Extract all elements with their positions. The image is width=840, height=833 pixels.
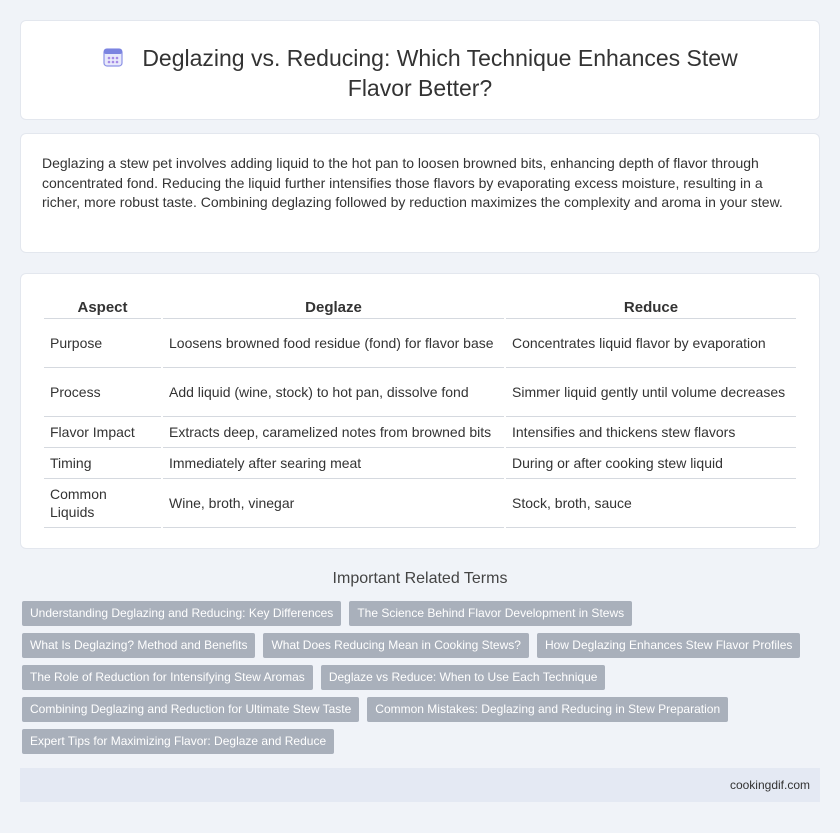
cell-aspect: Process xyxy=(44,368,161,417)
cell-reduce: Stock, broth, sauce xyxy=(506,479,796,528)
related-tag[interactable]: What Is Deglazing? Method and Benefits xyxy=(22,633,255,658)
header-card xyxy=(20,20,820,120)
intro-card xyxy=(20,133,820,253)
intro-text: Deglazing a stew pet involves adding liquid to the hot pan to loosen browned bits, enhancing depth of flavor through concentrated fond. Reducing the liquid further intensifies those flavors by evaporating excess moisture, resulting in a richer, more robust taste. Combining deglazing followed by reduction maximizes the complexity and aroma in your stew. xyxy=(42,155,783,210)
cell-aspect: Common Liquids xyxy=(44,479,161,528)
footer xyxy=(20,768,820,802)
header-aspect: Aspect xyxy=(44,293,161,319)
cell-reduce: During or after cooking stew liquid xyxy=(506,448,796,479)
table-row xyxy=(44,368,796,417)
table-row xyxy=(44,479,796,528)
header-deglaze: Deglaze xyxy=(163,293,504,319)
related-tag[interactable]: Understanding Deglazing and Reducing: Key Differences xyxy=(22,601,341,626)
footer-site-link[interactable]: cookingdif.com xyxy=(729,778,810,792)
table-row xyxy=(44,448,796,479)
table-row xyxy=(44,319,796,368)
cell-deglaze: Loosens browned food residue (fond) for flavor base xyxy=(163,319,504,368)
related-tag[interactable]: What Does Reducing Mean in Cooking Stews? xyxy=(263,633,528,658)
cell-aspect: Purpose xyxy=(44,319,161,368)
related-tags xyxy=(22,601,812,761)
cell-deglaze: Extracts deep, caramelized notes from browned bits xyxy=(163,417,504,448)
cell-reduce: Concentrates liquid flavor by evaporation xyxy=(506,319,796,368)
related-tag[interactable]: Combining Deglazing and Reduction for Ultimate Stew Taste xyxy=(22,697,359,722)
related-terms-heading: Important Related Terms xyxy=(332,570,508,587)
related-tag[interactable]: Common Mistakes: Deglazing and Reducing in Stew Preparation xyxy=(367,697,728,722)
page-title: Deglazing vs. Reducing: Which Technique Enhances Stew Flavor Better? xyxy=(142,45,738,101)
comparison-table-card xyxy=(20,273,820,549)
title-wrap xyxy=(21,43,819,103)
cell-deglaze: Wine, broth, vinegar xyxy=(163,479,504,528)
table-header-row xyxy=(44,293,796,319)
related-tag[interactable]: Deglaze vs Reduce: When to Use Each Technique xyxy=(321,665,606,690)
related-tag[interactable]: The Role of Reduction for Intensifying Stew Aromas xyxy=(22,665,313,690)
cell-deglaze: Add liquid (wine, stock) to hot pan, dissolve fond xyxy=(163,368,504,417)
comparison-table xyxy=(42,293,798,528)
related-tag[interactable]: How Deglazing Enhances Stew Flavor Profiles xyxy=(537,633,800,658)
cell-aspect: Timing xyxy=(44,448,161,479)
related-tag[interactable]: Expert Tips for Maximizing Flavor: Deglaze and Reduce xyxy=(22,729,334,754)
calendar-icon xyxy=(102,46,124,68)
cell-reduce: Simmer liquid gently until volume decreases xyxy=(506,368,796,417)
header-reduce: Reduce xyxy=(506,293,796,319)
cell-aspect: Flavor Impact xyxy=(44,417,161,448)
cell-deglaze: Immediately after searing meat xyxy=(163,448,504,479)
related-tag[interactable]: The Science Behind Flavor Development in Stews xyxy=(349,601,632,626)
table-row xyxy=(44,417,796,448)
cell-reduce: Intensifies and thickens stew flavors xyxy=(506,417,796,448)
